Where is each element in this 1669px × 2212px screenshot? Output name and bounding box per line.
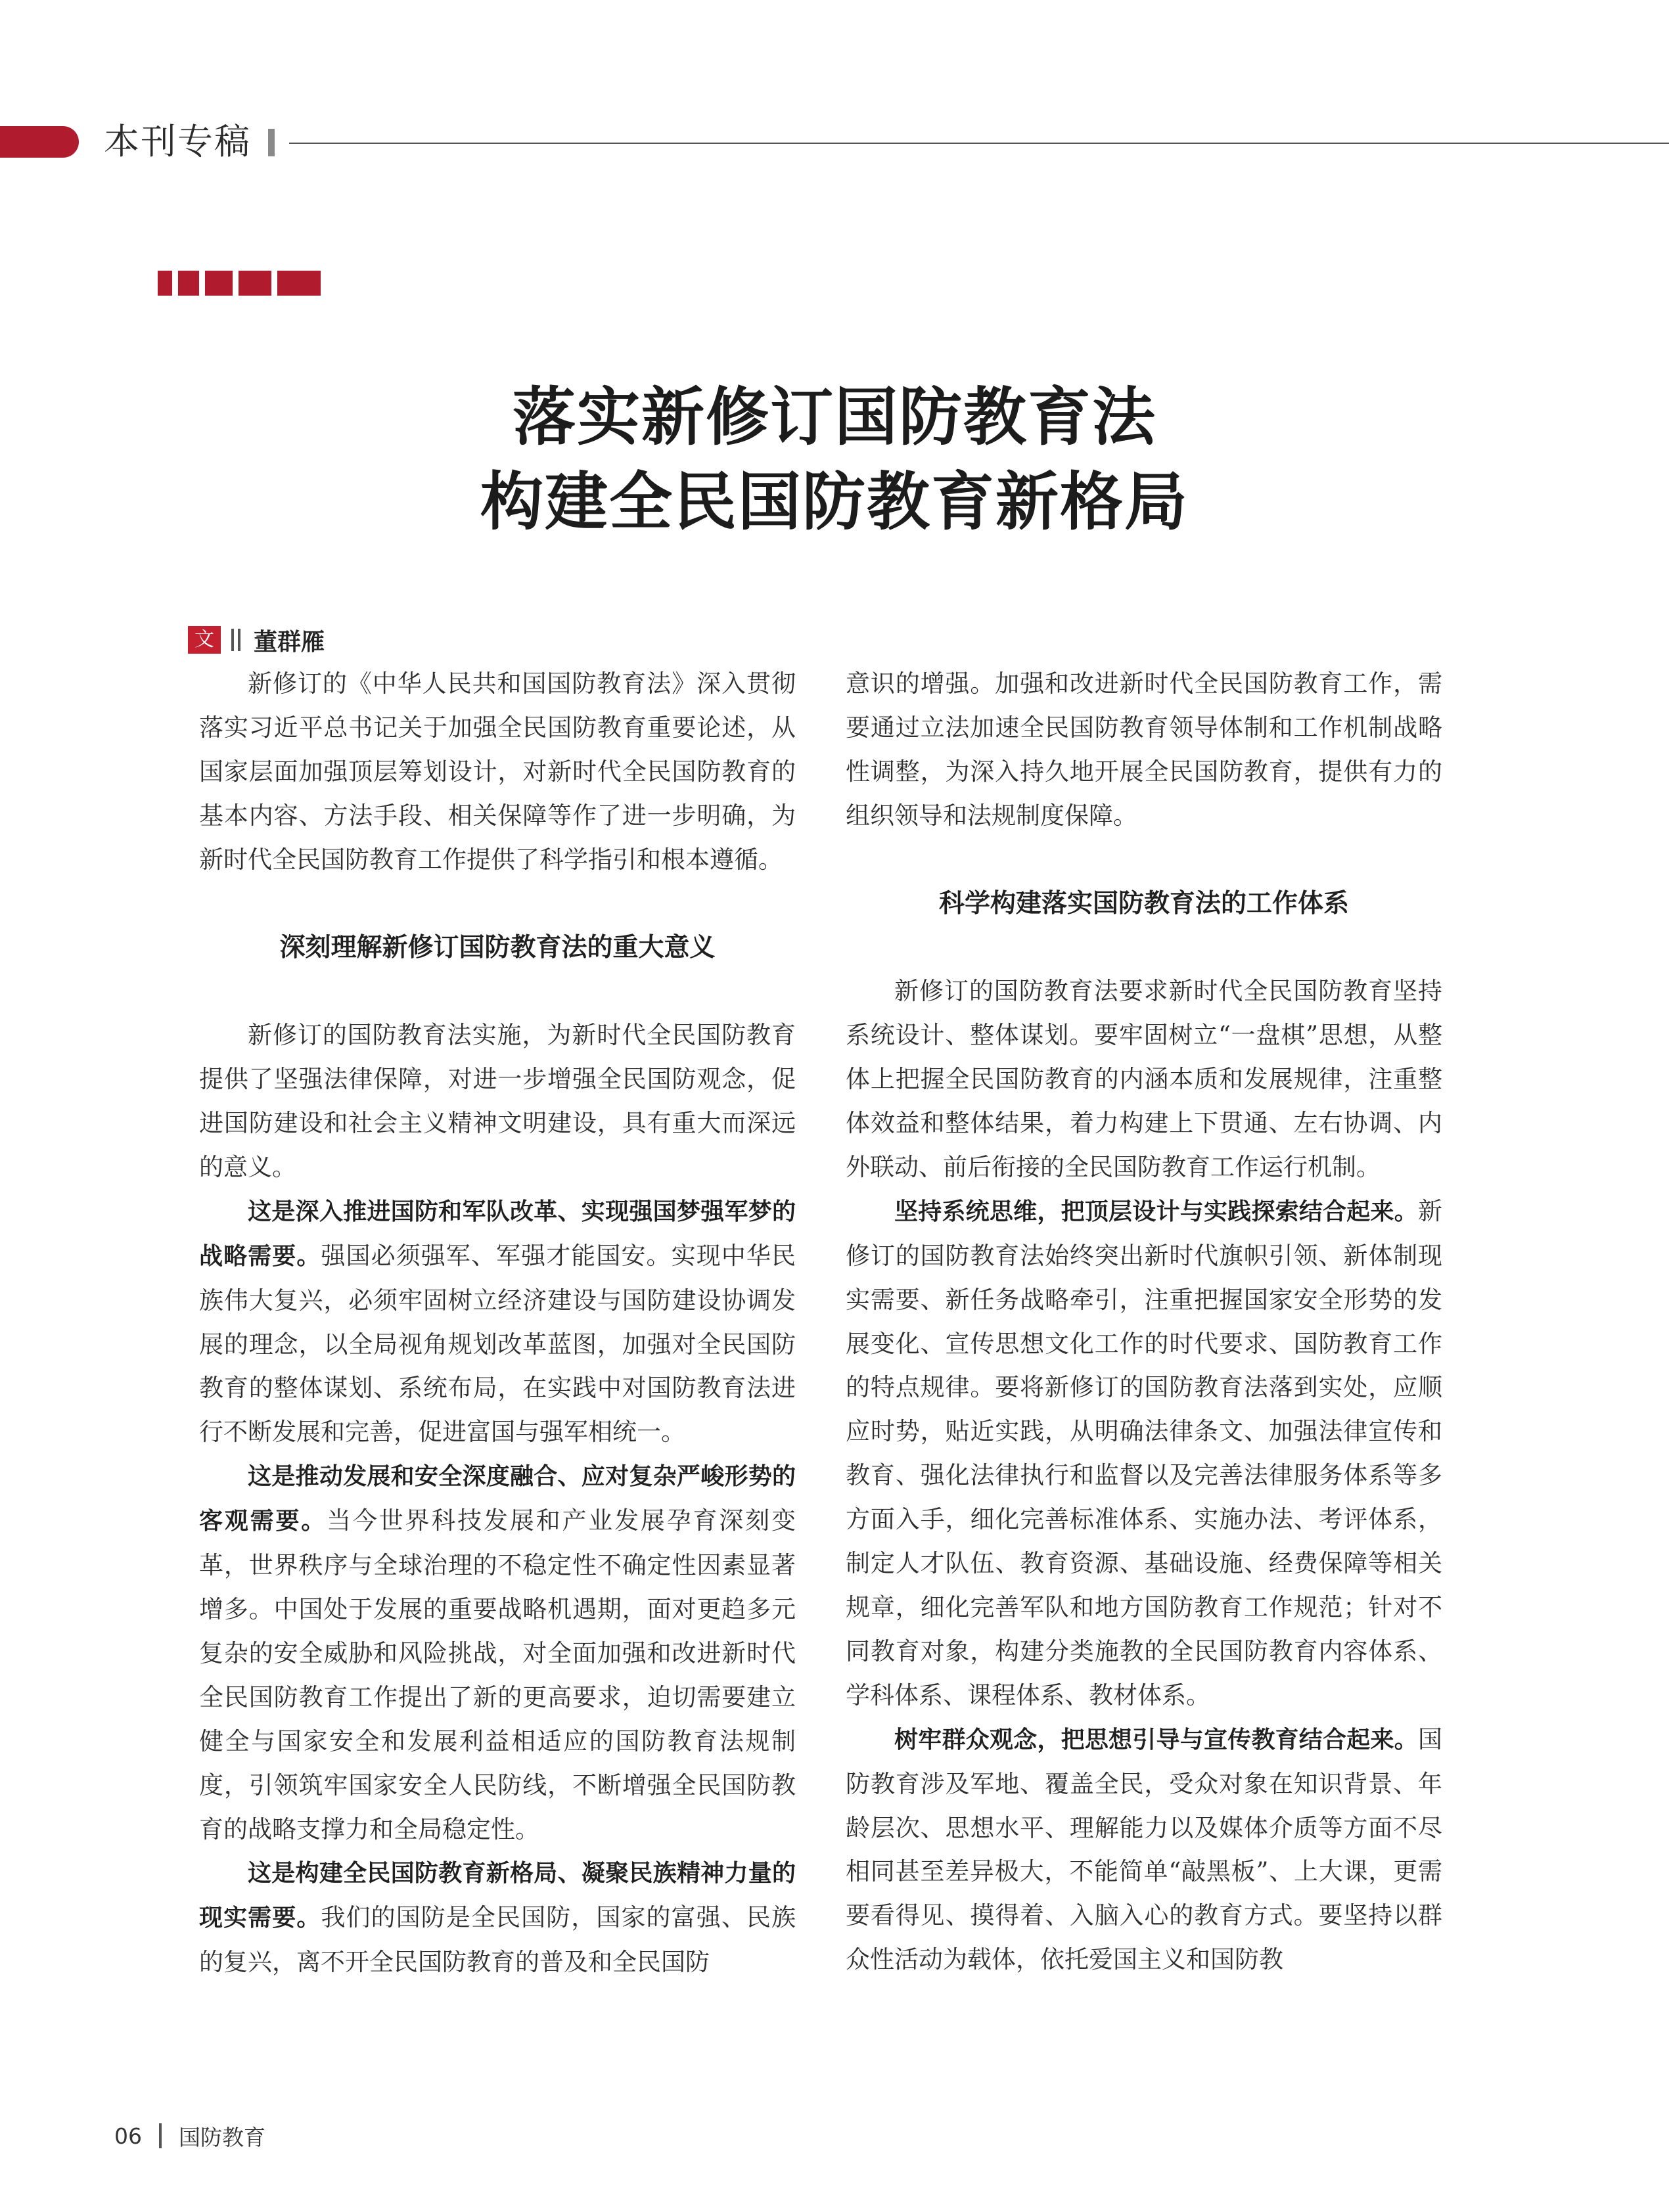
header-rule xyxy=(289,143,1669,144)
paragraph-lead: 这是构建全民国防教育新格局、凝聚民族精神力量的现实需要。 xyxy=(199,1860,796,1932)
decorative-blocks xyxy=(158,271,321,296)
paragraph-lead: 树牢群众观念，把思想引导与宣传教育结合起来。 xyxy=(894,1726,1418,1753)
paragraph xyxy=(199,1190,796,1455)
paragraph xyxy=(199,1851,796,1985)
paragraph-body: 我们的国防是全民国防，国家的富强、民族的复兴，离不开全民国防教育的普及和全民国防 xyxy=(199,1903,796,1977)
decor-block xyxy=(277,271,321,296)
author-name: 董群雁 xyxy=(254,628,325,656)
paragraph: 意识的增强。加强和改进新时代全民国防教育工作，需要通过立法加速全民国防教育领导体制和工作机制战略性调整，为深入持久地开展全民国防教育，提供有力的组织领导和法规制度保障。 xyxy=(846,669,1442,830)
magazine-name: 国防教育 xyxy=(179,2124,265,2150)
paragraph xyxy=(199,1455,796,1851)
paragraph-lead: 坚持系统思维，把顶层设计与实践探索结合起来。 xyxy=(894,1198,1418,1225)
decor-block xyxy=(205,271,233,296)
section-heading: 科学构建落实国防教育法的工作体系 xyxy=(938,888,1349,918)
section-tab-marker xyxy=(0,126,79,158)
paragraph-lead: 这是深入推进国防和军队改革、实现强国梦强军梦的战略需要。 xyxy=(199,1198,796,1270)
byline-divider xyxy=(238,629,240,651)
byline xyxy=(188,623,325,657)
paragraph: 新修订的国防教育法要求新时代全民国防教育坚持系统设计、整体谋划。要牢固树立“一盘棋”思想，从整体上把握全民国防教育的内涵本质和发展规律，注重整体效益和整体结果，着力构建上下贯通、左右协调、内外联动、前后衔接的全民国防教育工作运行机制。 xyxy=(846,977,1442,1181)
header-divider-bar xyxy=(268,129,275,156)
paragraph-body: 新修订的国防教育法始终突出新时代旗帜引领、新体制现实需要、新任务战略牵引，注重把握国家安全形势的发展变化、宣传思想文化工作的时代要求、国防教育工作的特点规律。要将新修订的国防教育法落到实处，应顺应时势，贴近实践，从明确法律条文、加强法律宣传和教育、强化法律执行和监督以及完善法律服务体系等多方面入手，细化完善标准体系、实施办法、考评体系，制定人才队伍、教育资源、基础设施、经费保障等相关规章，细化完善军队和地方国防教育工作规范；针对不同教育对象，构建分类施教的全民国防教育内容体系、学科体系、课程体系、教材体系。 xyxy=(846,1196,1442,1709)
page-number: 06 xyxy=(114,2123,142,2149)
paragraph-body: 强国必须强军、军强才能国安。实现中华民族伟大复兴，必须牢固树立经济建设与国防建设协调发展的理念，以全局视角规划改革蓝图，加强对全民国防教育的整体谋划、系统布局，在实践中对国防教育法进行不断发展和完善，促进富国与强军相统一。 xyxy=(199,1241,796,1447)
paragraph-body: 当今世界科技发展和产业发展孕育深刻变革，世界秩序与全球治理的不稳定性不确定性因素显著增多。中国处于发展的重要战略机遇期，面对更趋多元复杂的安全威胁和风险挑战，对全面加强和改进新时代全民国防教育工作提出了新的更高要求，迫切需要建立健全与国家安全和发展利益相适应的国防教育法规制度，引领筑牢国家安全人民防线，不断增强全民国防教育的战略支撑力和全局稳定性。 xyxy=(199,1506,796,1843)
right-column xyxy=(846,662,1442,1982)
byline-label-badge: 文 xyxy=(188,626,221,654)
article-title-line-2: 构建全民国防教育新格局 xyxy=(480,465,1189,539)
paragraph xyxy=(846,1718,1442,1982)
left-column xyxy=(199,662,796,1985)
paragraph: 新修订的国防教育法实施，为新时代全民国防教育提供了坚强法律保障，对进一步增强全民国防观念，促进国防建设和社会主义精神文明建设，具有重大而深远的意义。 xyxy=(199,1021,796,1181)
paragraph xyxy=(846,1190,1442,1718)
section-label: 本刊专稿 xyxy=(104,121,251,162)
paragraph: 新修订的《中华人民共和国国防教育法》深入贯彻落实习近平总书记关于加强全民国防教育重要论述，从国家层面加强顶层筹划设计，对新时代全民国防教育的基本内容、方法手段、相关保障等作了进一步明确，为新时代全民国防教育工作提供了科学指引和根本遵循。 xyxy=(199,669,796,874)
article-title-line-1: 落实新修订国防教育法 xyxy=(513,380,1156,454)
paragraph-body: 国防教育涉及军地、覆盖全民，受众对象在知识背景、年龄层次、思想水平、理解能力以及媒体介质等方面不尽相同甚至差异极大，不能简单“敲黑板”、上大课，更需要看得见、摸得着、入脑入心的教育方式。要坚持以群众性活动为载体，依托爱国主义和国防教 xyxy=(846,1725,1442,1974)
byline-divider xyxy=(231,629,234,651)
paragraph-lead: 这是推动发展和安全深度融合、应对复杂严峻形势的客观需要。 xyxy=(199,1463,796,1535)
decor-block xyxy=(178,271,199,296)
section-heading: 深刻理解新修订国防教育法的重大意义 xyxy=(279,932,716,962)
page-footer xyxy=(114,2117,265,2154)
decor-block xyxy=(158,271,172,296)
decor-block xyxy=(239,271,271,296)
footer-divider xyxy=(159,2123,162,2148)
